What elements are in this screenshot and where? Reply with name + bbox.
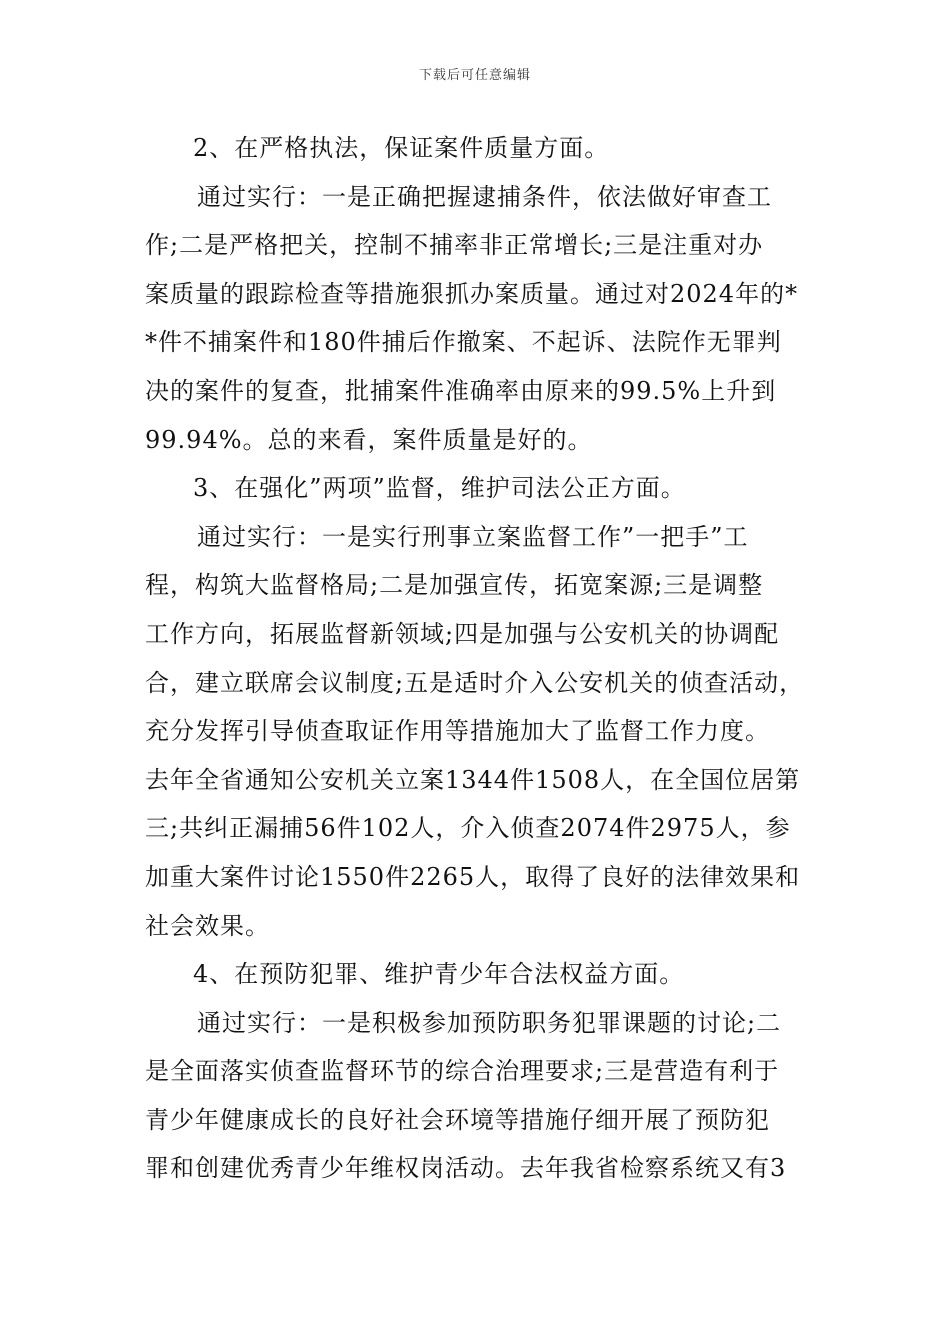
section-2-heading: 2、在严格执法，保证案件质量方面。 [193,134,610,162]
paragraph-line: 作;二是严格把关，控制不捕率非正常增长;三是注重对办 [145,231,764,260]
section-3-heading: 3、在强化”两项”监督，维护司法公正方面。 [193,474,686,503]
paragraph-line: 青少年健康成长的良好社会环境等措施仔细开展了预防犯 [145,1105,770,1134]
paragraph-line: 案质量的跟踪检查等措施狠抓办案质量。通过对2024年的* [145,279,799,308]
paragraph-line: 工作方向，拓展监督新领域;四是加强与公安机关的协调配 [145,619,780,648]
paragraph-line: 合，建立联席会议制度;五是适时介入公安机关的侦查活动， [145,668,805,697]
paragraph-line: 去年全省通知公安机关立案1344件1508人，在全国位居第 [145,765,801,794]
paragraph-line: 罪和创建优秀青少年维权岗活动。去年我省检察系统又有3 [145,1154,787,1183]
paragraph-line: 99.94%。总的来看，案件质量是好的。 [145,425,593,454]
paragraph-line: 决的案件的复查，批捕案件准确率由原来的99.5%上升到 [145,376,777,405]
paragraph-line: 是全面落实侦查监督环节的综合治理要求;三是营造有利于 [145,1057,780,1086]
paragraph-line: *件不捕案件和180件捕后作撤案、不起诉、法院作无罪判 [145,328,782,357]
paragraph-line: 通过实行：一是实行刑事立案监督工作”一把手”工 [197,522,749,551]
paragraph-line: 三;共纠正漏捕56件102人，介入侦查2074件2975人，参 [145,814,791,843]
paragraph-line: 通过实行：一是正确把握逮捕条件，依法做好审查工 [197,182,772,211]
paragraph-line: 加重大案件讨论1550件2265人，取得了良好的法律效果和 [145,862,801,891]
section-3-paragraph [145,513,825,950]
paragraph-line: 通过实行：一是积极参加预防职务犯罪课题的讨论;二 [197,1008,782,1037]
page-header: 下载后可任意编辑 [418,68,531,83]
section-2-paragraph [145,173,825,465]
paragraph-line: 社会效果。 [145,911,270,940]
document-body [145,124,825,1193]
paragraph-line: 充分发挥引导侦查取证作用等措施加大了监督工作力度。 [145,717,770,746]
paragraph-line: 程，构筑大监督格局;二是加强宣传，拓宽案源;三是调整 [145,571,764,600]
section-4-heading: 4、在预防犯罪、维护青少年合法权益方面。 [193,960,685,989]
section-4-paragraph [145,999,825,1193]
